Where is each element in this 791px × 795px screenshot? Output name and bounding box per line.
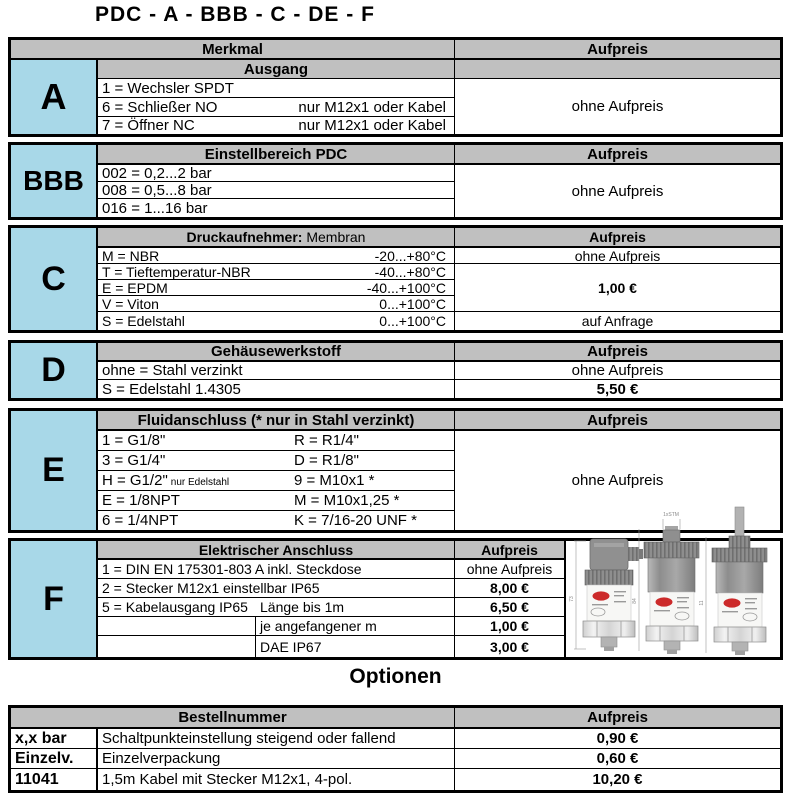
price-cell: 8,00 € (455, 579, 566, 598)
row-sub-label: je angefangener m (260, 618, 377, 634)
subheader-bold-part: Druckaufnehmer: (186, 229, 303, 245)
option-description: 1,5m Kabel mit Stecker M12x1, 4-pol. (98, 769, 455, 790)
table-row (98, 117, 455, 134)
fluid-left-note: nur Edelstahl (170, 477, 230, 488)
section-e-letter: E (11, 411, 98, 530)
fluid-left: 3 = G1/4" (102, 452, 166, 469)
section-c-letter: C (11, 228, 98, 330)
table-row (98, 598, 455, 617)
price-cell: 10,20 € (592, 771, 643, 788)
price-cell: 5,50 € (596, 380, 639, 398)
table-row (98, 312, 455, 330)
fluid-right: R = R1/4" (294, 432, 359, 449)
section-e-subheader: Fluidanschluss (* nur in Stahl verzinkt) (98, 411, 455, 431)
price-cell: ohne Aufpreis (455, 362, 780, 380)
row-label: 1 = Wechsler SPDT (102, 79, 234, 97)
price-cell: ohne Aufpreis (571, 472, 664, 489)
transmitter-din-plug (583, 539, 643, 651)
section-d-letter: D (11, 343, 98, 398)
table-row (98, 280, 455, 296)
options-header-bestellnummer: Bestellnummer (11, 708, 455, 729)
price-cell: 0,60 € (455, 749, 780, 769)
fluid-left: 1 = G1/8" (102, 432, 166, 449)
options-header-aufpreis: Aufpreis (455, 708, 780, 729)
price-cell: 3,00 € (455, 636, 566, 657)
temperature-range: 0...+100°C (379, 296, 446, 312)
table-row: S = Edelstahl 1.4305 (98, 380, 455, 398)
section-c-subheader (98, 228, 455, 248)
row-label: M = NBR (102, 248, 160, 264)
options-title: Optionen (349, 665, 442, 688)
table-row: 016 = 1...16 bar (98, 199, 455, 217)
row-label: S = Edelstahl (102, 313, 185, 329)
table-row: 2 = Stecker M12x1 einstellbar IP65 (98, 579, 455, 598)
subheader-normal-part: Membran (306, 229, 366, 245)
section-a-letter: A (11, 60, 98, 134)
section-a-subheader-price-cell (455, 60, 780, 79)
row-note: nur M12x1 oder Kabel (298, 117, 446, 134)
fluid-right: 9 = M10x1 * (294, 472, 375, 489)
temperature-range: -40...+100°C (366, 280, 446, 296)
column-header-aufpreis: Aufpreis (455, 411, 780, 431)
table-row: 002 = 0,2...2 bar (98, 165, 455, 182)
table-row (98, 79, 455, 98)
row-sub-label: Länge bis 1m (260, 599, 345, 615)
table-row: 008 = 0,5...8 bar (98, 182, 455, 199)
transmitter-m12-connector (644, 526, 699, 654)
price-cell: 0,90 € (455, 729, 780, 749)
table-row (98, 636, 455, 657)
option-code: Einzelv. (11, 749, 98, 769)
price-cell: ohne Aufpreis (455, 560, 566, 579)
fluid-right: K = 7/16-20 UNF * (294, 512, 417, 529)
option-code: x,x bar (11, 729, 98, 749)
column-header-aufpreis: Aufpreis (455, 40, 780, 60)
column-header-aufpreis: Aufpreis (455, 228, 780, 248)
option-code: 11041 (11, 769, 98, 790)
row-label: 6 = Schließer NO (102, 98, 218, 116)
top-annotation: 1xSTM (663, 512, 679, 518)
column-header-merkmal: Merkmal (11, 40, 455, 60)
table-row (98, 264, 455, 280)
fluid-right: M = M10x1,25 * (294, 492, 400, 509)
section-f-letter: F (11, 541, 98, 657)
temperature-range: -40...+80°C (374, 264, 446, 280)
row-label: V = Viton (102, 296, 159, 312)
brand-logo (724, 598, 741, 607)
column-header-aufpreis: Aufpreis (455, 343, 780, 362)
section-f-subheader: Elektrischer Anschluss (98, 541, 455, 560)
table-row (98, 471, 455, 491)
page-title: PDC - A - BBB - C - DE - F (95, 3, 375, 26)
table-row (98, 98, 455, 117)
row-label: 7 = Öffner NC (102, 117, 195, 134)
row-label: T = Tieftemperatur-NBR (102, 264, 251, 280)
fluid-left: E = 1/8NPT (102, 492, 180, 509)
temperature-range: 0...+100°C (379, 313, 446, 329)
options-table (8, 705, 783, 793)
pressure-switch-illustrations (564, 505, 782, 657)
price-cell: ohne Aufpreis (571, 182, 664, 200)
section-d (8, 340, 783, 401)
row-sub-label: DAE IP67 (260, 638, 322, 655)
fluid-left: H = G1/2" nur Edelstahl (102, 472, 230, 489)
table-row (98, 248, 455, 264)
section-d-subheader: Gehäusewerkstoff (98, 343, 455, 362)
temperature-range: -20...+80°C (374, 248, 446, 264)
row-label: E = EPDM (102, 280, 168, 296)
transmitter-cable-output (712, 507, 767, 655)
table-row: 1 = DIN EN 175301-803 A inkl. Steckdose (98, 560, 455, 579)
row-note: nur M12x1 oder Kabel (298, 98, 446, 116)
table-row (98, 431, 455, 451)
section-bbb-subheader: Einstellbereich PDC (98, 145, 455, 165)
price-cell: 1,00 € (455, 264, 780, 312)
section-bbb (8, 142, 783, 220)
row-label: 5 = Kabelausgang IP65 (102, 599, 248, 615)
table-row (98, 511, 455, 530)
option-description: Einzelverpackung (98, 749, 455, 769)
section-a (8, 37, 783, 137)
table-row (98, 617, 455, 636)
section-bbb-letter: BBB (11, 145, 98, 217)
column-header-aufpreis: Aufpreis (455, 145, 780, 165)
price-cell: ohne Aufpreis (455, 248, 780, 264)
table-row (98, 451, 455, 471)
table-row (98, 296, 455, 312)
section-a-subheader: Ausgang (98, 60, 455, 79)
fluid-right: D = R1/8" (294, 452, 359, 469)
price-cell: 6,50 € (455, 598, 566, 617)
brand-logo (593, 591, 610, 600)
dimension-label-3: 11 (699, 600, 705, 606)
price-cell: ohne Aufpreis (571, 98, 664, 115)
price-cell: auf Anfrage (581, 313, 654, 329)
column-header-aufpreis: Aufpreis (455, 541, 566, 560)
price-cell: 1,00 € (455, 617, 566, 636)
dimension-label-2: 84 (632, 598, 638, 604)
brand-logo (656, 597, 673, 606)
row-label (98, 636, 256, 657)
fluid-left: 6 = 1/4NPT (102, 512, 179, 529)
option-description: Schaltpunkteinstellung steigend oder fallend (98, 729, 455, 749)
row-label (98, 617, 256, 635)
table-row (98, 491, 455, 511)
table-row: ohne = Stahl verzinkt (98, 362, 455, 380)
section-c (8, 225, 783, 333)
dimension-label-1: 73 (569, 596, 575, 602)
